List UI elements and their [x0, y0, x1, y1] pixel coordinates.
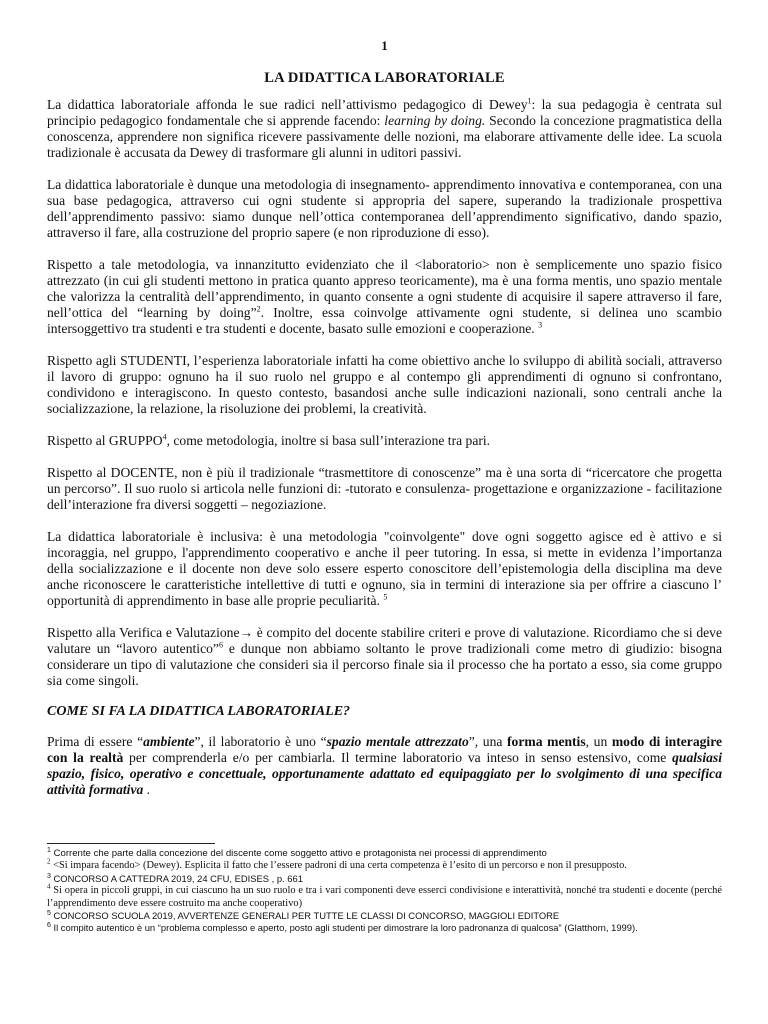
paragraph-metodologia: La didattica laboratoriale è dunque una metodologia di insegnamento- apprendimento innovativa e contemporanea, con una sua base pedagogica, attraverso cui ogni studente si appropria del sapere, superando la tradizionale prospettiva dell’apprendimento passivo: siamo dunque nell’ottica contemporanea dell’apprendimento significativo, dando spazio, attraverso il fare, alla costruzione del proprio sapere (e non riproduzione di esso).	[47, 177, 722, 240]
footnote-2: $^2$ <Si impara facendo> (Dewey). Esplicita il fatto che l’essere padroni di una certa competenza è l’esito di un percorso e non il presupposto.	[47, 857, 627, 872]
footnote-separator	[47, 843, 215, 844]
footnote-4: $^4$ Si opera in piccoli gruppi, in cui ciascuno ha un suo ruolo e tra i vari componenti deve esserci condivisione e interattività, nonché tra studenti e docente (perché l’apprendimento deve essere costruito ma anche cooperativo)	[47, 882, 722, 909]
footnotes	[47, 848, 722, 935]
paragraph-studenti: Rispetto agli STUDENTI, l’esperienza laboratoriale infatti ha come obiettivo anche lo sviluppo di abilità sociali, attraverso il lavoro di gruppo: ognuno ha il suo ruolo nel gruppo e al contempo gli apprendimenti di ognuno si confrontano, condividono e interagiscono. In questo contesto, basandosi anche sulle indicazioni nazionali, sono centrali anche la socializzazione, la relazione, la risoluzione dei problemi, la creatività.	[47, 353, 722, 416]
document-page	[47, 38, 722, 814]
paragraph-dewey: La didattica laboratoriale affonda le sue radici nell’attivismo pedagogico di Dewey$^1$: la sua pedagogia è centrata sul principio pedagogico fondamentale che si apprende facendo: learning by doing. Secondo la concezione pragmatistica della conoscenza, apprendere non significa ricevere passivamente delle nozioni, ma elaborare attivamente delle idee. La scuola tradizionale è accusata da Dewey di trasformare gli alunni in uditori passivi.	[47, 96, 722, 160]
footnote-6: $^6$ Il compito autentico è un “problema complesso e aperto, posto agli studenti per dimostrare la loro padronanza di qualcosa” (Glatthorn, 1999).	[47, 922, 638, 934]
paragraph-valutazione: Rispetto alla Verifica e Valutazione→ è compito del docente stabilire criteri e prove di valutazione. Ricordiamo che si deve valutare un “lavoro autentico”$^6$ e dunque non abbiamo soltanto le prove tradizionali come metro di giudizio: bisogna considerare un tipo di valutazione che consideri sia il percorso finale sia il processo che ha portato a esso, sia come gruppo sia come singoli.	[47, 625, 722, 688]
footnote-1: $^1$ Corrente che parte dalla concezione del discente come soggetto attivo e protagonista nei processi di apprendimento	[47, 846, 547, 859]
footnote-ref-4[interactable]: 4	[162, 432, 167, 442]
paragraph-docente: Rispetto al DOCENTE, non è più il tradizionale “trasmettitore di conoscenze” ma è una sorta di “ricercatore che progetta un percorso”. Il suo ruolo si articola nelle funzioni di: -tutorato e consulenza- progettazione e organizzazione - facilitazione dell’interazione fra diversi soggetti – negoziazione.	[47, 465, 722, 512]
footnote-ref-5[interactable]: 5	[383, 592, 388, 602]
paragraph-come-si-fa: Prima di essere “ambiente”, il laboratorio è uno “spazio mentale attrezzato”, una forma mentis, un modo di interagire con la realtà per comprenderla e/o per cambiarla. Il termine laboratorio va inteso in senso estensivo, come qualsiasi spazio, fisico, operativo e concettuale, opportunamente adattato ed equipaggiato per lo svolgimento di una specifica attività formativa .	[47, 734, 723, 797]
footnote-ref-6[interactable]: 6	[218, 640, 223, 650]
paragraph-laboratorio: Rispetto a tale metodologia, va innanzitutto evidenziato che il <laboratorio> non è semplicemente uno spazio fisico attrezzato (in cui gli studenti mettono in pratica quanto appreso teoricamente), ma è una forma mentis, uno spazio mentale che valorizza la centralità dell’apprendimento, in quanto consente a ogni studente di acquisire il sapere attraverso il fare, nell’ottica del “learning by doing”$^2$. Inoltre, essa coinvolge attivamente ogni studente, si delinea uno scambio intersoggettivo tra studenti e tra studenti e docente, basato sulle emozioni e cooperazione. $^3$	[47, 257, 722, 336]
page-number: 1	[381, 38, 388, 53]
footnote-ref-2[interactable]: 2	[256, 304, 261, 314]
footnote-ref-1[interactable]: 1	[527, 96, 532, 106]
footnote-5: $^5$ CONCORSO SCUOLA 2019, AVVERTENZE GENERALI PER TUTTE LE CLASSI DI CONCORSO, MAGGIOLI EDITORE	[47, 909, 560, 922]
paragraph-inclusiva: La didattica laboratoriale è inclusiva: è una metodologia "coinvolgente" dove ogni soggetto agisce ed è attivo e si incoraggia, nel gruppo, l'apprendimento cooperativo e anche il peer tutoring. In essa, si mette in evidenza l’importanza della socializzazione e il docente non deve solo essere esperto conoscitore dell’epistemologia della disciplina ma deve anche riconoscere le caratteristiche intellettive di tutti e ognuno, sia in termini di interazione sia per offrire a ciascuno l’ opportunità di apprendimento in base alle proprie peculiarità. $^5$	[47, 529, 722, 608]
paragraph-gruppo: Rispetto al GRUPPO$^4$, come metodologia, inoltre si basa sull’interazione tra pari.	[47, 432, 491, 448]
footnote-ref-3[interactable]: 3	[538, 320, 543, 330]
footnote-3: $^3$ CONCORSO A CATTEDRA 2019, 24 CFU, EDISES , p. 661	[47, 872, 303, 884]
page-title: LA DIDATTICA LABORATORIALE	[264, 70, 505, 86]
section-heading: COME SI FA LA DIDATTICA LABORATORIALE?	[47, 704, 351, 719]
